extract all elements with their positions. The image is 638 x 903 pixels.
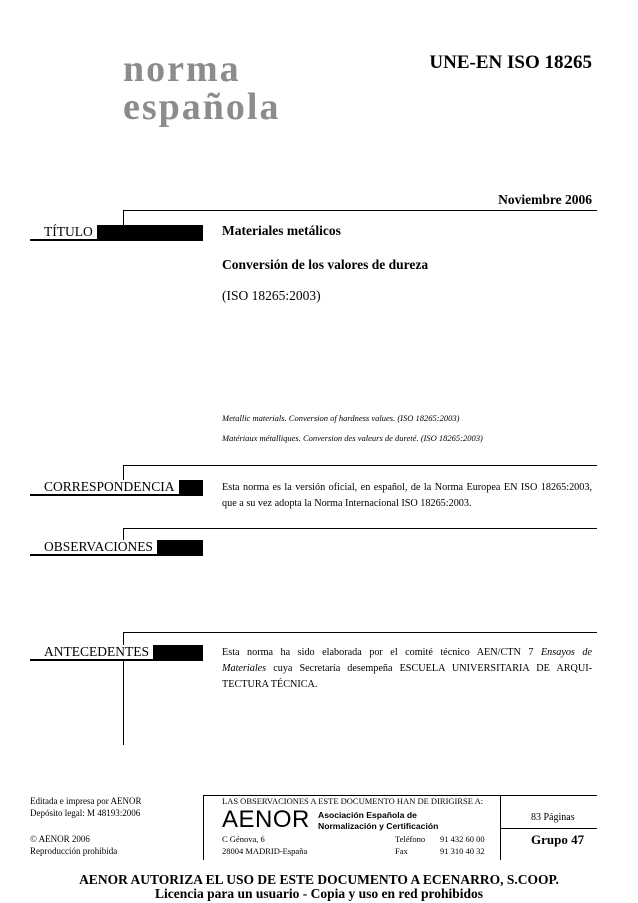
section-label-text: ANTECEDENTES [30, 645, 153, 659]
publisher-line: Editada e impresa por AENOR [30, 796, 142, 806]
brand-line-espanola: española [123, 86, 281, 128]
title-english: Metallic materials. Conversion of hardness values. (ISO 18265:2003) [222, 413, 460, 423]
address-city: 28004 MADRID-España [222, 846, 308, 856]
license-notice: AENOR AUTORIZA EL USO DE ESTE DOCUMENTO A ECENARRO, S.COOP. [79, 872, 559, 887]
correspondencia-text [222, 480, 592, 512]
correspondencia-line: que a su vez adopta la Norma Internacional ISO 18265:2003. [222, 498, 472, 509]
document-reference: (ISO 18265:2003) [222, 288, 321, 303]
title-french: Matériaux métalliques. Conversion des valeurs de dureté. (ISO 18265:2003) [222, 433, 483, 443]
antecedentes-line: TECTURA TÉCNICA. [222, 679, 318, 690]
price-group: Grupo 47 [531, 832, 585, 847]
antecedentes-italic-segment: Materiales [222, 663, 267, 674]
vertical-rule-titulo [123, 210, 124, 225]
document-title: Materiales metálicos [222, 223, 341, 238]
publication-date: Noviembre 2006 [498, 192, 592, 207]
section-label-text: TÍTULO [30, 225, 97, 239]
correspondencia-line: Esta norma es la versión oficial, en español, de la Norma Europea EN ISO 18265:2003, [222, 482, 592, 493]
aenor-logo-line: Normalización y Certificación [318, 821, 439, 831]
section-label-correspondencia [30, 480, 203, 496]
fax-label: Fax [395, 846, 408, 856]
section-label-antecedentes [30, 645, 203, 661]
section-divider-antecedentes [123, 632, 597, 633]
page-count: 83 Páginas [531, 812, 575, 823]
section-divider-titulo [123, 210, 597, 211]
antecedentes-line [222, 645, 592, 661]
antecedentes-italic-segment: Ensayos de [540, 647, 593, 658]
copyright-line: © AENOR 2006 [30, 834, 90, 844]
fax-number: 91 310 40 32 [440, 846, 485, 856]
antecedentes-text-segment: Esta norma ha sido elaborada por el comité técnico AEN/CTN 7 [222, 647, 534, 658]
document-subtitle: Conversión de los valores de dureza [222, 257, 429, 272]
aenor-logo-line: Asociación Española de [318, 810, 417, 820]
section-label-observaciones [30, 540, 203, 556]
vertical-rule-correspondencia [123, 465, 124, 480]
standard-code: UNE-EN ISO 18265 [429, 52, 592, 73]
antecedentes-text-segment: cuya Secretaría desempeña ESCUELA UNIVERSITARIA DE ARQUI- [273, 663, 592, 674]
legal-deposit: Depósito legal: M 48193:2006 [30, 808, 141, 818]
contact-heading: LAS OBSERVACIONES A ESTE DOCUMENTO HAN DE DIRIGIRSE A: [222, 796, 484, 806]
section-divider-correspondencia [123, 465, 597, 466]
brand-line-norma: norma [123, 48, 241, 90]
section-divider-observaciones [123, 528, 597, 529]
aenor-logo-wordmark: AENOR [222, 806, 310, 833]
footer-column-divider [203, 795, 204, 860]
antecedentes-text [222, 645, 592, 693]
section-label-text: CORRESPONDENCIA [30, 480, 179, 494]
antecedentes-line [222, 661, 592, 677]
phone-number: 91 432 60 00 [440, 834, 485, 844]
footer-box-divider [500, 828, 597, 829]
section-label-titulo [30, 225, 203, 241]
license-restriction: Licencia para un usuario - Copia y uso en red prohibidos [154, 886, 484, 901]
phone-label: Teléfono [395, 834, 426, 844]
section-label-text: OBSERVACIONES [30, 540, 157, 554]
reproduction-notice: Reproducción prohibida [30, 846, 118, 856]
address-street: C Génova, 6 [222, 834, 265, 844]
